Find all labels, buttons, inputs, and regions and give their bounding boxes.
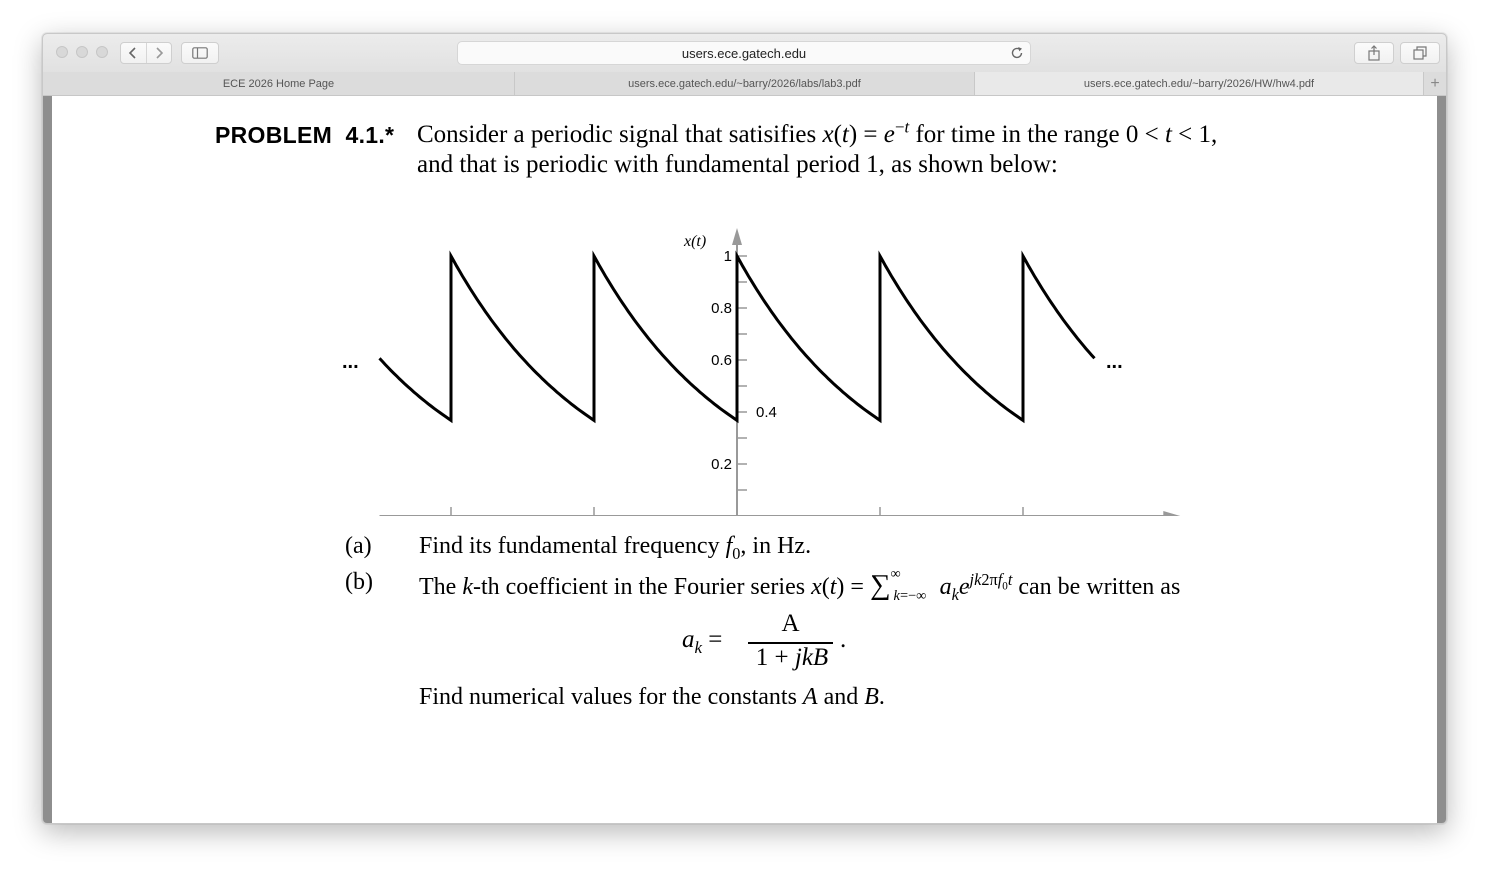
forward-button[interactable]	[146, 43, 172, 63]
share-button[interactable]	[1354, 42, 1394, 64]
formula-numerator: A	[781, 610, 800, 637]
formula-lhs: $a_k$ =	[682, 626, 723, 657]
tab-lab3[interactable]	[515, 72, 975, 95]
pdf-page	[52, 96, 1437, 823]
y-axis-label: x(t)	[684, 233, 707, 250]
problem-statement-line2: and that is periodic with fundamental period 1, as shown below:	[417, 151, 1058, 178]
back-button[interactable]	[121, 43, 146, 63]
plus-icon: +	[1430, 74, 1440, 92]
tab-ece-home[interactable]	[43, 72, 515, 95]
y-tick-label: 0.6	[711, 352, 732, 369]
tab-bar	[43, 72, 1446, 96]
share-icon	[1367, 45, 1381, 61]
reload-icon[interactable]	[1010, 46, 1024, 60]
formula-period: .	[840, 626, 847, 653]
chevron-left-icon	[128, 47, 138, 59]
tab-label: ECE 2026 Home Page	[222, 77, 335, 90]
problem-statement-line1: Consider a periodic signal that satisifies $x(t) = e^{-t}$ for time in the range 0 < t < 1,	[417, 117, 1218, 148]
signal-curve	[380, 256, 1095, 420]
zoom-window-button[interactable]	[96, 46, 108, 58]
close-window-button[interactable]	[56, 46, 68, 58]
final-instruction: Find numerical values for the constants A and B.	[419, 684, 885, 710]
sidebar-icon	[192, 47, 208, 59]
browser-window	[42, 33, 1447, 824]
ellipsis-left: ...	[342, 351, 359, 373]
question-b-text: The k-th coefficient in the Fourier series $x(t) = \sum^\infty_{k=-\infty}$ $a_ke^{jk2\pi f_0t}$ can be written as	[419, 565, 1181, 604]
new-tab-button[interactable]	[1423, 72, 1446, 95]
tab-label: users.ece.gatech.edu/~barry/2026/HW/hw4.pdf	[1083, 77, 1315, 90]
plot-axes	[380, 228, 1181, 516]
signal-plot	[52, 96, 1437, 516]
formula-denominator: 1 + jkB	[755, 644, 829, 671]
problem-label: PROBLEM 4.1.*	[215, 122, 395, 148]
y-tick-label: 0.2	[711, 456, 732, 473]
tab-hw4[interactable]	[975, 72, 1424, 95]
tabs-overview-button[interactable]	[1400, 42, 1440, 64]
tab-label: users.ece.gatech.edu/~barry/2026/labs/lab3.pdf	[628, 77, 861, 90]
address-bar[interactable]	[457, 41, 1031, 65]
y-tick-label: 0.8	[711, 300, 732, 317]
sidebar-button[interactable]	[181, 42, 219, 64]
ellipsis-right: ...	[1106, 351, 1123, 373]
x-axis-arrow	[1163, 511, 1180, 516]
chevron-right-icon	[154, 47, 164, 59]
minimize-window-button[interactable]	[76, 46, 88, 58]
tabs-overview-icon	[1413, 46, 1427, 60]
browser-toolbar	[43, 34, 1446, 73]
y-tick-label: 0.4	[756, 404, 777, 421]
address-text: users.ece.gatech.edu	[681, 45, 807, 61]
question-a-label: (a)	[345, 533, 372, 559]
question-b-label: (b)	[345, 569, 373, 595]
y-tick-label: 1	[723, 248, 732, 265]
navigation-buttons	[120, 42, 172, 64]
y-axis-arrow	[732, 228, 742, 245]
question-a-text: Find its fundamental frequency $f_0$, in Hz.	[419, 533, 812, 563]
